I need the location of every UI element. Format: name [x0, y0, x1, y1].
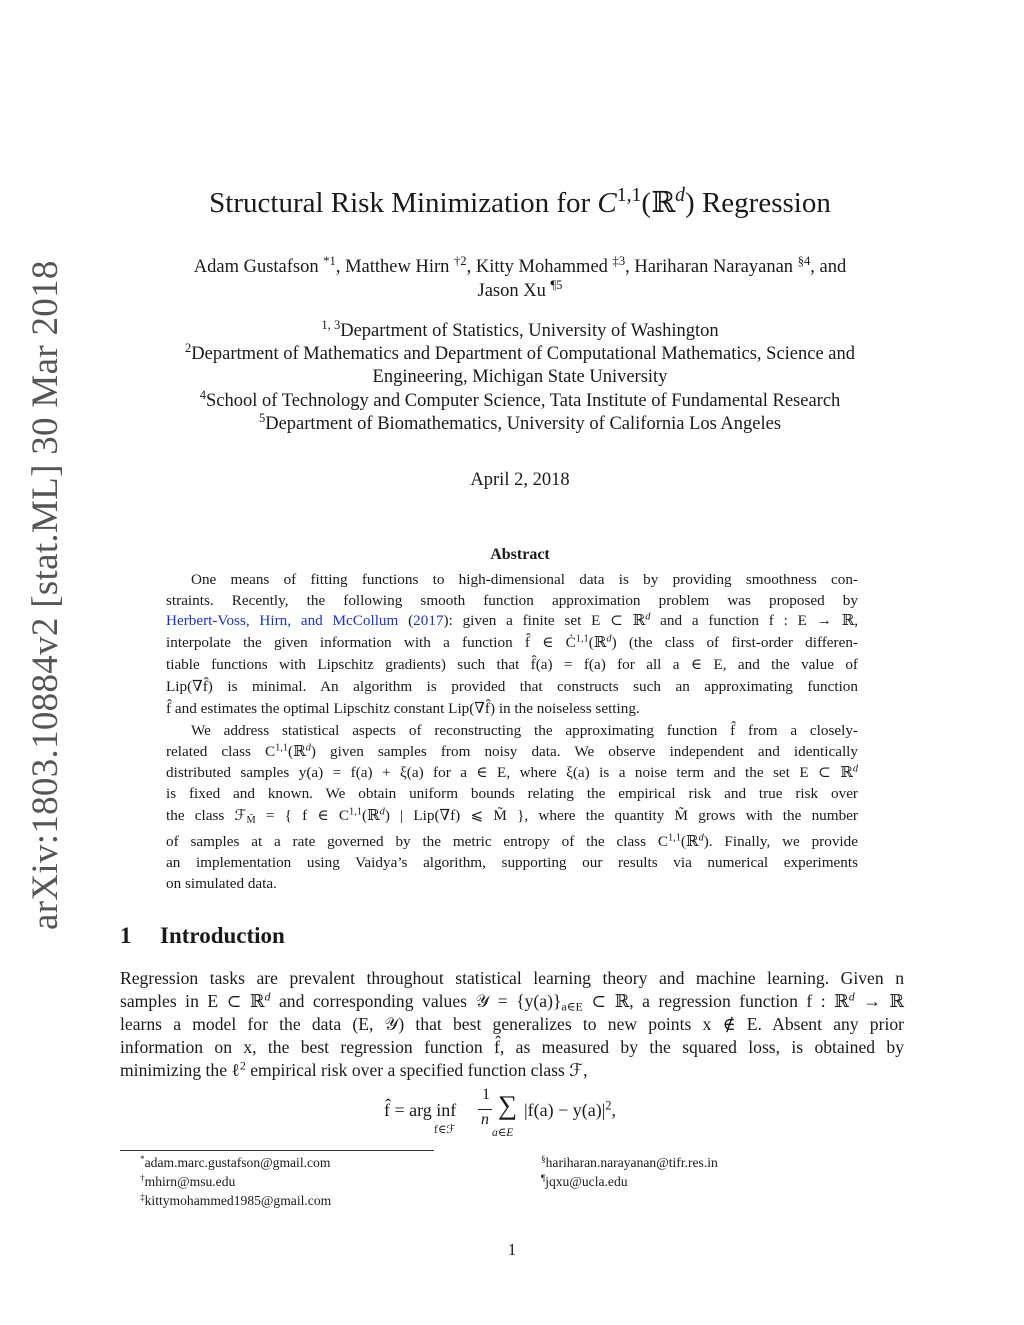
equation-lhs: f̂ = arg inf [384, 1100, 457, 1120]
space-exponent: 1,1 [275, 742, 289, 754]
abstract-text: interpolate the given information with a function f̂ ∈ Ċ [166, 634, 576, 651]
author-line-2 [110, 279, 930, 303]
dimension-symbol: d [606, 633, 612, 645]
citation-year-link[interactable]: 2017 [413, 612, 444, 629]
space-exponent: 1,1 [575, 633, 589, 645]
abstract-text: (ℝ [588, 634, 607, 651]
title-close-paren: ) [685, 187, 695, 219]
author-mark: *1 [323, 254, 336, 269]
equation-tail: , [611, 1100, 616, 1120]
abstract-line: straints. Recently, the following smooth function approximation problem was proposed by [166, 592, 858, 609]
author-mark: ¶5 [550, 278, 563, 293]
author-separator: , and [810, 257, 847, 277]
abstract-text: ) (the class of first-order differen- [611, 634, 858, 651]
body-text: ⊂ ℝ, a regression function f : ℝ [582, 991, 849, 1011]
title-field-symbol: ℝ [651, 187, 676, 219]
affiliation-2 [110, 343, 930, 366]
page-number: 1 [507, 1240, 517, 1259]
fraction-bar [478, 1109, 492, 1110]
abstract-text: and a function f : E → ℝ, [650, 612, 858, 629]
dimension-symbol: d [305, 742, 311, 754]
author-separator: , [335, 257, 341, 277]
body-text: empirical risk over a specified function class ℱ, [245, 1060, 588, 1080]
abstract-line [166, 632, 858, 653]
fraction-numerator: 1 [482, 1086, 490, 1103]
equation-power: 2 [605, 1098, 612, 1113]
footnote-mark: § [541, 1153, 546, 1164]
body-line [120, 990, 904, 1013]
paper-date: April 2, 2018 [470, 470, 570, 490]
abstract-text: (ℝ [680, 833, 699, 850]
dimension-symbol: d [852, 763, 858, 775]
author-name: Adam Gustafson [193, 257, 319, 277]
author-name: Hariharan Narayanan [634, 257, 794, 277]
class-subscript: M̃ [246, 815, 256, 827]
affiliation-text: Department of Biomathematics, University of California Los Angeles [265, 414, 782, 434]
abstract-line [166, 805, 858, 826]
title-open-paren: ( [641, 187, 652, 219]
affiliation-text: Department of Mathematics and Department of Computational Mathematics, Science and [191, 344, 856, 364]
affiliation-mark: 2 [184, 341, 192, 356]
dimension-symbol: d [645, 611, 651, 623]
summation-sign: ∑ [498, 1090, 518, 1120]
footnote-email[interactable]: hariharan.narayanan@tifr.res.in [545, 1155, 718, 1170]
abstract-heading: Abstract [490, 546, 550, 563]
abstract-text: distributed samples y(a) = f(a) + ξ(a) for a ∈ E, where ξ(a) is a noise term and the set E ⊂ ℝ [166, 764, 853, 781]
norm-exponent: 2 [239, 1058, 246, 1073]
section-heading [120, 921, 285, 951]
body-line: information on x, the best regression function f̂, as measured by the squared loss, is obtained by [120, 1037, 904, 1057]
affiliation-5 [110, 413, 930, 436]
body-text: and corresponding values 𝒴 = {y(a)} [270, 991, 562, 1011]
footnote-email[interactable]: mhirn@msu.edu [144, 1174, 236, 1189]
author-name: Jason Xu [477, 281, 546, 301]
author-separator: , [625, 257, 630, 277]
abstract-line: f̂ and estimates the optimal Lipschitz constant Lip(∇f̂) in the noiseless setting. [166, 700, 640, 717]
display-equation [384, 1086, 684, 1142]
set-subscript: a∈E [561, 999, 583, 1014]
body-text: → ℝ [854, 991, 904, 1011]
dimension-symbol: d [698, 832, 704, 844]
title-rest: Regression [701, 187, 831, 219]
equation-inf-subscript: f∈ℱ [434, 1124, 456, 1136]
affiliation-4 [110, 390, 930, 413]
abstract-line: Lip(∇f̂) is minimal. An algorithm is provided that constructs such an approximating function [166, 678, 858, 695]
author-mark: †2 [454, 254, 467, 269]
space-exponent: 1,1 [667, 832, 681, 844]
title-space-exponent: 1,1 [616, 184, 642, 207]
abstract-text: of samples at a rate governed by the metric entropy of the class C [166, 833, 668, 850]
body-text: samples in E ⊂ ℝ [120, 991, 265, 1011]
dimension-symbol: d [264, 989, 271, 1004]
footnote-mark: * [140, 1153, 145, 1164]
affiliation-mark: 5 [258, 411, 266, 426]
affiliation-text: Engineering, Michigan State University [372, 367, 668, 387]
footnote-mark: ¶ [541, 1172, 546, 1183]
footnote-email[interactable]: jqxu@ucla.edu [545, 1174, 628, 1189]
title-space-symbol: C [597, 187, 617, 219]
footnote-email[interactable]: kittymohammed1985@gmail.com [144, 1193, 332, 1208]
abstract-text: related class C [166, 743, 276, 760]
footnote-email[interactable]: adam.marc.gustafson@gmail.com [144, 1155, 331, 1170]
footnote [140, 1153, 330, 1172]
abstract-text: (ℝ [288, 743, 306, 760]
abstract-line: tiable functions with Lipschitz gradients) such that f̂(a) = f(a) for all a ∈ E, and the value of [166, 656, 858, 673]
body-text: minimizing the ℓ [120, 1060, 240, 1080]
equation-body-text: |f(a) − y(a)| [524, 1100, 606, 1120]
affiliation-1 [110, 320, 930, 343]
author-name: Matthew Hirn [345, 257, 450, 277]
abstract-line [166, 741, 858, 762]
abstract-text: ). Finally, we provide [703, 833, 858, 850]
footnote [541, 1172, 628, 1191]
affiliation-mark: 1, 3 [321, 318, 341, 333]
section-title: Introduction [160, 923, 285, 948]
section-number: 1 [120, 923, 132, 948]
arxiv-identifier-stamp: arXiv:1803.10884v2 [stat.ML] 30 Mar 2018 [25, 260, 66, 930]
paper-title [120, 183, 920, 223]
footnote-mark: † [140, 1172, 145, 1183]
abstract-line: Herbert-Voss, Hirn, and McCollum (2017): given a finite set E ⊂ ℝ$^d$ and a function f : E → ℝ, [166, 611, 858, 629]
abstract-text: (ℝ [361, 807, 380, 824]
abstract-text: = { f ∈ C [255, 807, 350, 824]
abstract-line: One means of fitting functions to high-dimensional data is by providing smoothness con- [191, 571, 858, 588]
footnote-mark: ‡ [140, 1191, 145, 1202]
dimension-symbol: d [379, 806, 385, 818]
affiliation-mark: 4 [199, 388, 206, 403]
fraction-denominator: n [481, 1111, 489, 1128]
dimension-symbol: d [848, 989, 855, 1004]
summation-subscript: a∈E [492, 1127, 514, 1139]
abstract-line: an implementation using Vaidya’s algorithm, supporting our results via numerical experiments [166, 854, 858, 871]
space-exponent: 1,1 [349, 806, 362, 818]
title-dimension: d [675, 184, 686, 207]
title-text: Structural Risk Minimization for [209, 187, 591, 219]
author-mark: §4 [797, 254, 811, 269]
abstract-text: ) | Lip(∇f) ⩽ M̃ }, where the quantity M̃ grows with the number [384, 807, 858, 824]
author-separator: , [466, 257, 472, 277]
footnote [541, 1153, 718, 1172]
author-mark: ‡3 [612, 254, 626, 269]
abstract-line: on simulated data. [166, 875, 277, 892]
abstract-line [166, 831, 858, 852]
body-line: Regression tasks are prevalent throughout statistical learning theory and machine learning. Given n [120, 968, 904, 988]
equation-body [524, 1100, 616, 1121]
author-name: Kitty Mohammed [475, 257, 608, 277]
affiliation-text: Department of Statistics, University of Washington [340, 321, 719, 341]
body-line [120, 1059, 904, 1082]
body-line: learns a model for the data (E, 𝒴) that best generalizes to new points x ∉ E. Absent any prior [120, 1014, 904, 1034]
affiliation-2-cont [110, 366, 930, 389]
footnote-divider [120, 1150, 434, 1151]
abstract-text: ) given samples from noisy data. We observe independent and identically [310, 743, 858, 760]
abstract-text: the class ℱ [166, 807, 247, 824]
abstract-text: ): given a finite set E ⊂ ℝ [443, 612, 646, 629]
affiliation-text: School of Technology and Computer Science, Tata Institute of Fundamental Research [205, 391, 841, 411]
citation-link[interactable]: Herbert-Voss, Hirn, and McCollum [166, 612, 399, 629]
footnote [140, 1172, 235, 1191]
author-line-1 [110, 255, 930, 279]
abstract-line: is fixed and known. We obtain uniform bounds relating the empirical risk and true risk over [166, 785, 858, 802]
abstract-line [166, 762, 858, 783]
footnote [140, 1191, 331, 1210]
abstract-line: We address statistical aspects of reconstructing the approximating function f̂ from a closely- [191, 722, 858, 739]
